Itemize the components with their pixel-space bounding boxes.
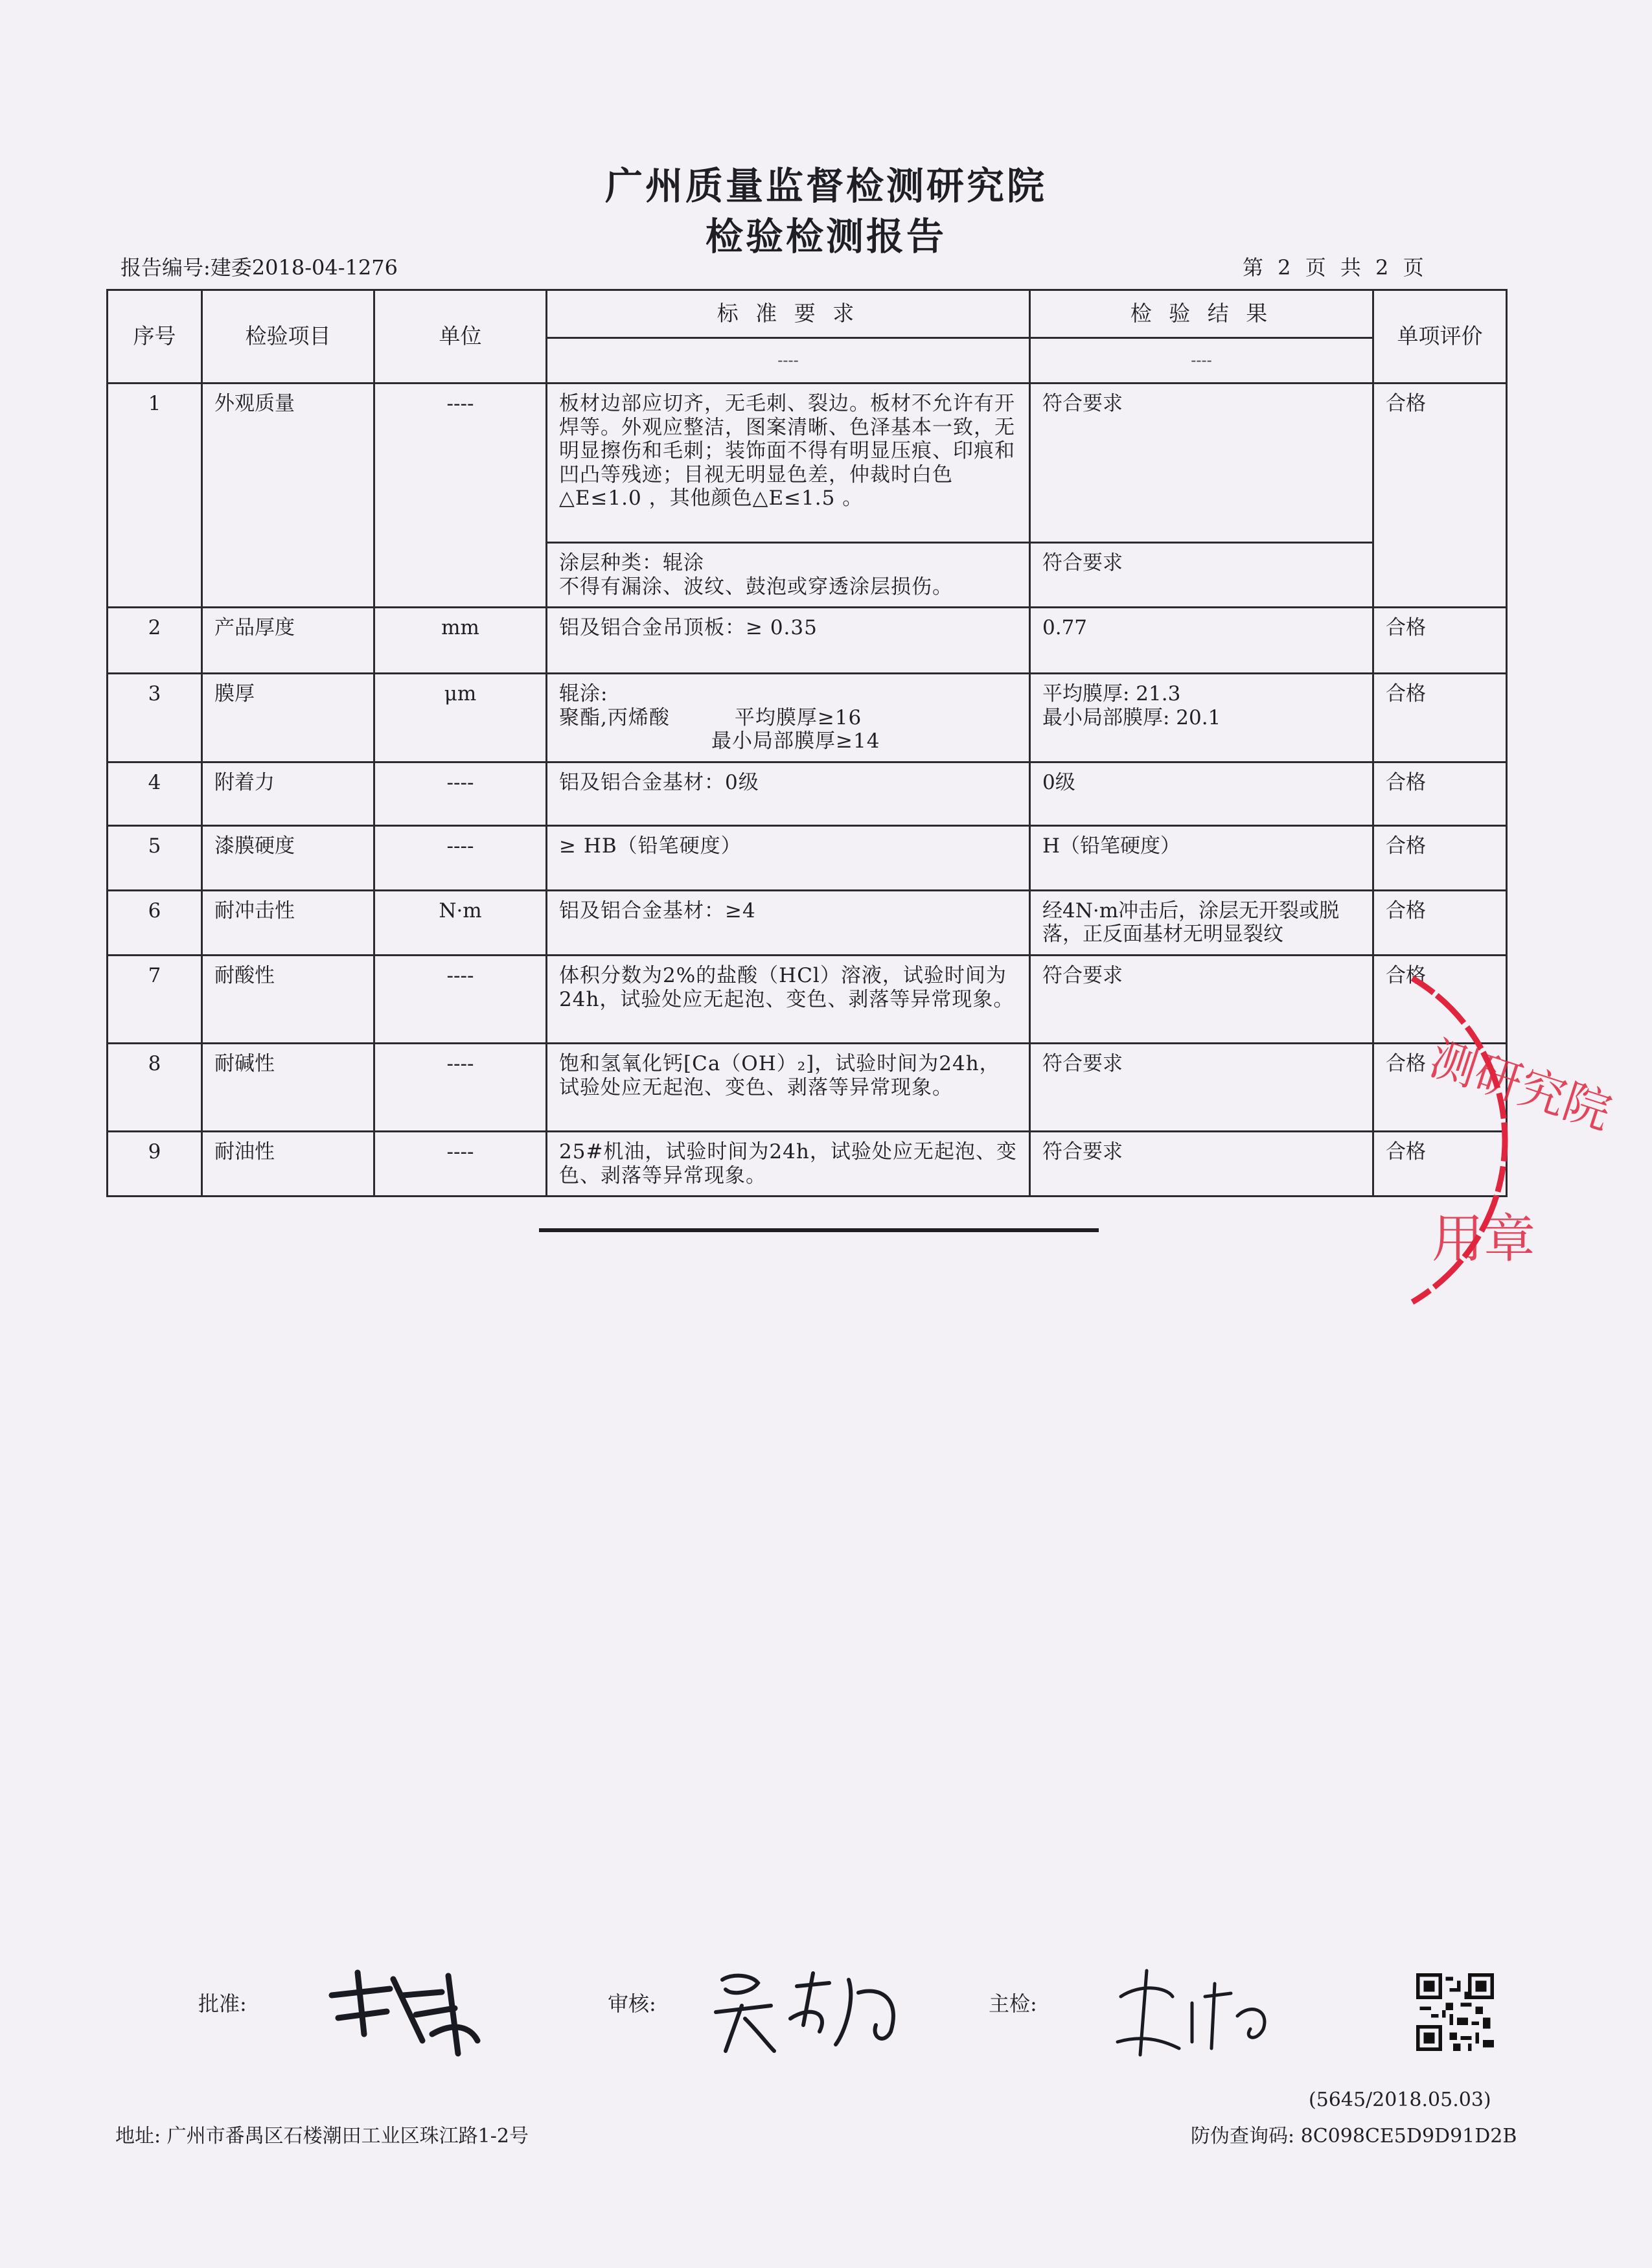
end-of-table-rule (539, 1228, 1099, 1232)
inspection-table (106, 289, 1508, 1197)
row-result: 符合要求 (1030, 1044, 1373, 1132)
inspector-label: 主检: (989, 1991, 1037, 2016)
row-result: 符合要求 (1030, 956, 1373, 1044)
row-unit: mm (374, 608, 547, 674)
row-item: 耐油性 (202, 1132, 374, 1197)
row-result: 经4N·m冲击后，涂层无开裂或脱落，正反面基材无明显裂纹 (1030, 890, 1373, 955)
film-avg-req: 平均膜厚≥16 (734, 705, 862, 729)
row-standard: 铝及铝合金吊顶板：≥ 0.35 (547, 608, 1030, 674)
row-evaluation: 合格 (1373, 1044, 1507, 1132)
row-unit: ---- (374, 825, 547, 890)
row-evaluation: 合格 (1373, 674, 1507, 762)
row-unit: ---- (374, 762, 547, 825)
address: 地址: 广州市番禺区石楼潮田工业区珠江路1-2号 (115, 2125, 529, 2148)
row-standard: 体积分数为2%的盐酸（HCl）溶液，试验时间为24h，试验处应无起泡、变色、剥落等异常现象。 (547, 956, 1030, 1044)
row-unit: ---- (374, 1044, 547, 1132)
document-code: (5645/2018.05.03) (1309, 2089, 1491, 2111)
header-item: 检验项目 (202, 290, 374, 384)
row-item: 外观质量 (202, 384, 374, 608)
row-unit: μm (374, 674, 547, 762)
table-row (108, 890, 1507, 955)
row-standard: ≥ HB（铅笔硬度） (547, 825, 1030, 890)
row-item: 漆膜硬度 (202, 825, 374, 890)
report-title: 检验检测报告 (705, 214, 946, 258)
qr-code (1416, 1973, 1494, 2051)
row-standard: 饱和氢氧化钙[Ca（OH）₂]，试验时间为24h，试验处应无起泡、变色、剥落等异常现象。 (547, 1044, 1030, 1132)
seal-text-bottom: 用章 (1432, 1209, 1535, 1269)
row-standard: 板材边部应切齐，无毛刺、裂边。板材不允许有开焊等。外观应整洁，图案清晰、色泽基本一致，无明显擦伤和毛刺；装饰面不得有明显压痕、印痕和凹凸等残迹；目视无明显色差，仲裁时白色△E≤1.0 ，其他颜色△E≤1.5 。 (547, 384, 1030, 543)
table-row (108, 674, 1507, 762)
film-min-req: 最小局部膜厚≥14 (711, 729, 880, 753)
table-row (108, 608, 1507, 674)
row-evaluation: 合格 (1373, 608, 1507, 674)
row-item: 附着力 (202, 762, 374, 825)
header-standard: 标 准 要 求 (547, 290, 1030, 338)
row-seq: 8 (108, 1044, 202, 1132)
page-indicator: 第 2 页 共 2 页 (1243, 255, 1428, 280)
row-item: 产品厚度 (202, 608, 374, 674)
row-standard (547, 674, 1030, 762)
official-seal (1335, 959, 1618, 1322)
row-seq: 6 (108, 890, 202, 955)
row-unit: ---- (374, 956, 547, 1044)
row-seq: 7 (108, 956, 202, 1044)
film-type-line (559, 706, 1017, 730)
table-row (108, 384, 1507, 543)
header-row (108, 290, 1507, 338)
row-standard: 铝及铝合金基材：0级 (547, 762, 1030, 825)
row-seq: 4 (108, 762, 202, 825)
row-item: 耐冲击性 (202, 890, 374, 955)
film-method: 辊涂: (559, 682, 608, 706)
row-seq: 1 (108, 384, 202, 608)
row-result: 符合要求 (1030, 384, 1373, 543)
header-unit: 单位 (374, 290, 547, 384)
table-row (108, 1044, 1507, 1132)
row-result: 0.77 (1030, 608, 1373, 674)
approve-label: 批准: (198, 1991, 247, 2016)
header-seq: 序号 (108, 290, 202, 384)
row-evaluation: 合格 (1373, 384, 1507, 608)
table-row (108, 762, 1507, 825)
row-standard-coating: 涂层种类：辊涂 不得有漏涂、波纹、鼓泡或穿透涂层损伤。 (547, 543, 1030, 608)
row-unit: ---- (374, 384, 547, 608)
row-standard: 铝及铝合金基材：≥4 (547, 890, 1030, 955)
row-seq: 9 (108, 1132, 202, 1197)
header-standard-sub: ---- (547, 338, 1030, 384)
review-signature (706, 1960, 913, 2064)
header-result: 检 验 结 果 (1030, 290, 1373, 338)
row-unit: N·m (374, 890, 547, 955)
approve-signature (319, 1956, 487, 2067)
row-item: 膜厚 (202, 674, 374, 762)
row-evaluation: 合格 (1373, 890, 1507, 955)
row-evaluation: 合格 (1373, 956, 1507, 1044)
row-result: 平均膜厚: 21.3 最小局部膜厚: 20.1 (1030, 674, 1373, 762)
institute-name: 广州质量监督检测研究院 (604, 164, 1047, 208)
row-result: 0级 (1030, 762, 1373, 825)
row-seq: 5 (108, 825, 202, 890)
table-row (108, 825, 1507, 890)
header-evaluation: 单项评价 (1373, 290, 1507, 384)
row-evaluation: 合格 (1373, 1132, 1507, 1197)
report-number: 报告编号:建委2018-04-1276 (120, 255, 398, 280)
row-evaluation: 合格 (1373, 825, 1507, 890)
anti-fake-code: 防伪查询码: 8C098CE5D9D91D2B (1191, 2125, 1517, 2148)
row-seq: 2 (108, 608, 202, 674)
film-type: 聚酯,丙烯酸 (559, 705, 670, 729)
seal-text: 测研究院 (1423, 1030, 1618, 1140)
row-standard: 25#机油，试验时间为24h，试验处应无起泡、变色、剥落等异常现象。 (547, 1132, 1030, 1197)
table-row (108, 1132, 1507, 1197)
row-result: 符合要求 (1030, 1132, 1373, 1197)
header-result-sub: ---- (1030, 338, 1373, 384)
inspector-signature (1101, 1958, 1283, 2068)
table-row (108, 956, 1507, 1044)
row-result: H（铅笔硬度） (1030, 825, 1373, 890)
row-seq: 3 (108, 674, 202, 762)
review-label: 审核: (608, 1991, 656, 2016)
row-item: 耐酸性 (202, 956, 374, 1044)
row-result-coating: 符合要求 (1030, 543, 1373, 608)
row-evaluation: 合格 (1373, 762, 1507, 825)
row-unit: ---- (374, 1132, 547, 1197)
row-item: 耐碱性 (202, 1044, 374, 1132)
